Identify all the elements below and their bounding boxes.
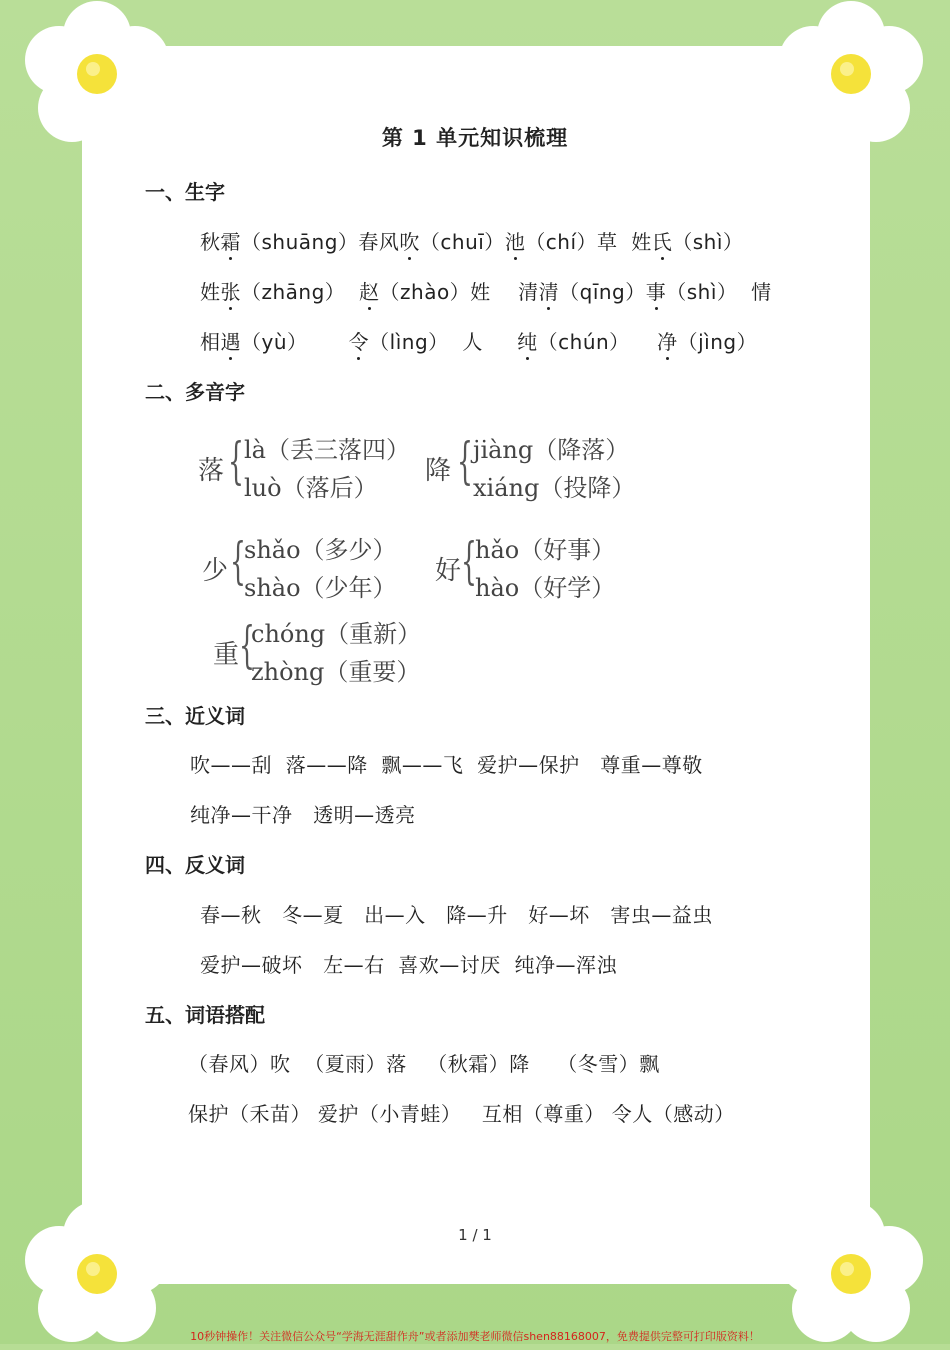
reading: là（丢三落四）	[244, 436, 410, 464]
reading: xiáng（投降）	[473, 474, 636, 502]
section-heading: 二、多音字	[145, 380, 245, 404]
section-heading: 四、反义词	[145, 853, 245, 877]
brace-icon: {	[230, 532, 246, 590]
reading: hǎo（好事）	[475, 536, 616, 564]
page-number: 1 / 1	[458, 1226, 492, 1244]
polyphonic-char: 降	[425, 456, 452, 486]
polyphonic-char: 落	[198, 456, 225, 486]
brace-icon: {	[461, 532, 477, 590]
synonym-line: 纯净—干净 透明—透亮	[190, 803, 416, 827]
footer-notice: 10秒钟操作！关注微信公众号“学海无涯甜作舟”或者添加樊老师微信shen88168007，免费提供完整可打印版资料！	[190, 1330, 760, 1343]
collocation-line: 保护（禾苗） 爱护（小青蛙） 互相（尊重） 令人（感动）	[188, 1102, 735, 1126]
brace-icon: {	[239, 616, 255, 674]
reading: shǎo（多少）	[244, 536, 397, 564]
reading: hào（好学）	[475, 574, 616, 602]
reading: zhòng（重要）	[251, 658, 421, 686]
reading: shào（少年）	[244, 574, 397, 602]
polyphonic-char: 少	[202, 556, 229, 586]
reading: jiàng（降落）	[473, 436, 630, 464]
section-heading: 一、生字	[145, 180, 225, 204]
collocation-line: （春风）吹 （夏雨）落 （秋霜）降 （冬雪）飘	[188, 1052, 660, 1076]
new-characters-line: 相遇（yù） 令（lìng） 人 纯（chún） 净（jìng）	[200, 326, 757, 355]
antonym-line: 春—秋 冬—夏 出—入 降—升 好—坏 害虫—益虫	[200, 903, 713, 927]
page-title: 第 1 单元知识梳理	[381, 126, 569, 150]
section-heading: 三、近义词	[145, 704, 245, 728]
synonym-line: 吹——刮 落——降 飘——飞 爱护—保护 尊重—尊敬	[190, 753, 703, 777]
brace-icon: {	[457, 432, 473, 490]
polyphonic-char: 重	[213, 640, 240, 670]
reading: luò（落后）	[244, 474, 378, 502]
antonym-line: 爱护—破坏 左—右 喜欢—讨厌 纯净—浑浊	[200, 953, 618, 977]
section-heading: 五、词语搭配	[145, 1003, 265, 1027]
new-characters-line: 秋霜（shuāng）春风吹（chuī）池（chí）草 姓氏（shì）	[200, 226, 743, 255]
reading: chóng（重新）	[251, 620, 422, 648]
polyphonic-char: 好	[435, 556, 462, 586]
brace-icon: {	[228, 432, 244, 490]
new-characters-line: 姓张（zhāng） 赵（zhào）姓 清清（qīng）事（shì） 情	[200, 276, 772, 305]
